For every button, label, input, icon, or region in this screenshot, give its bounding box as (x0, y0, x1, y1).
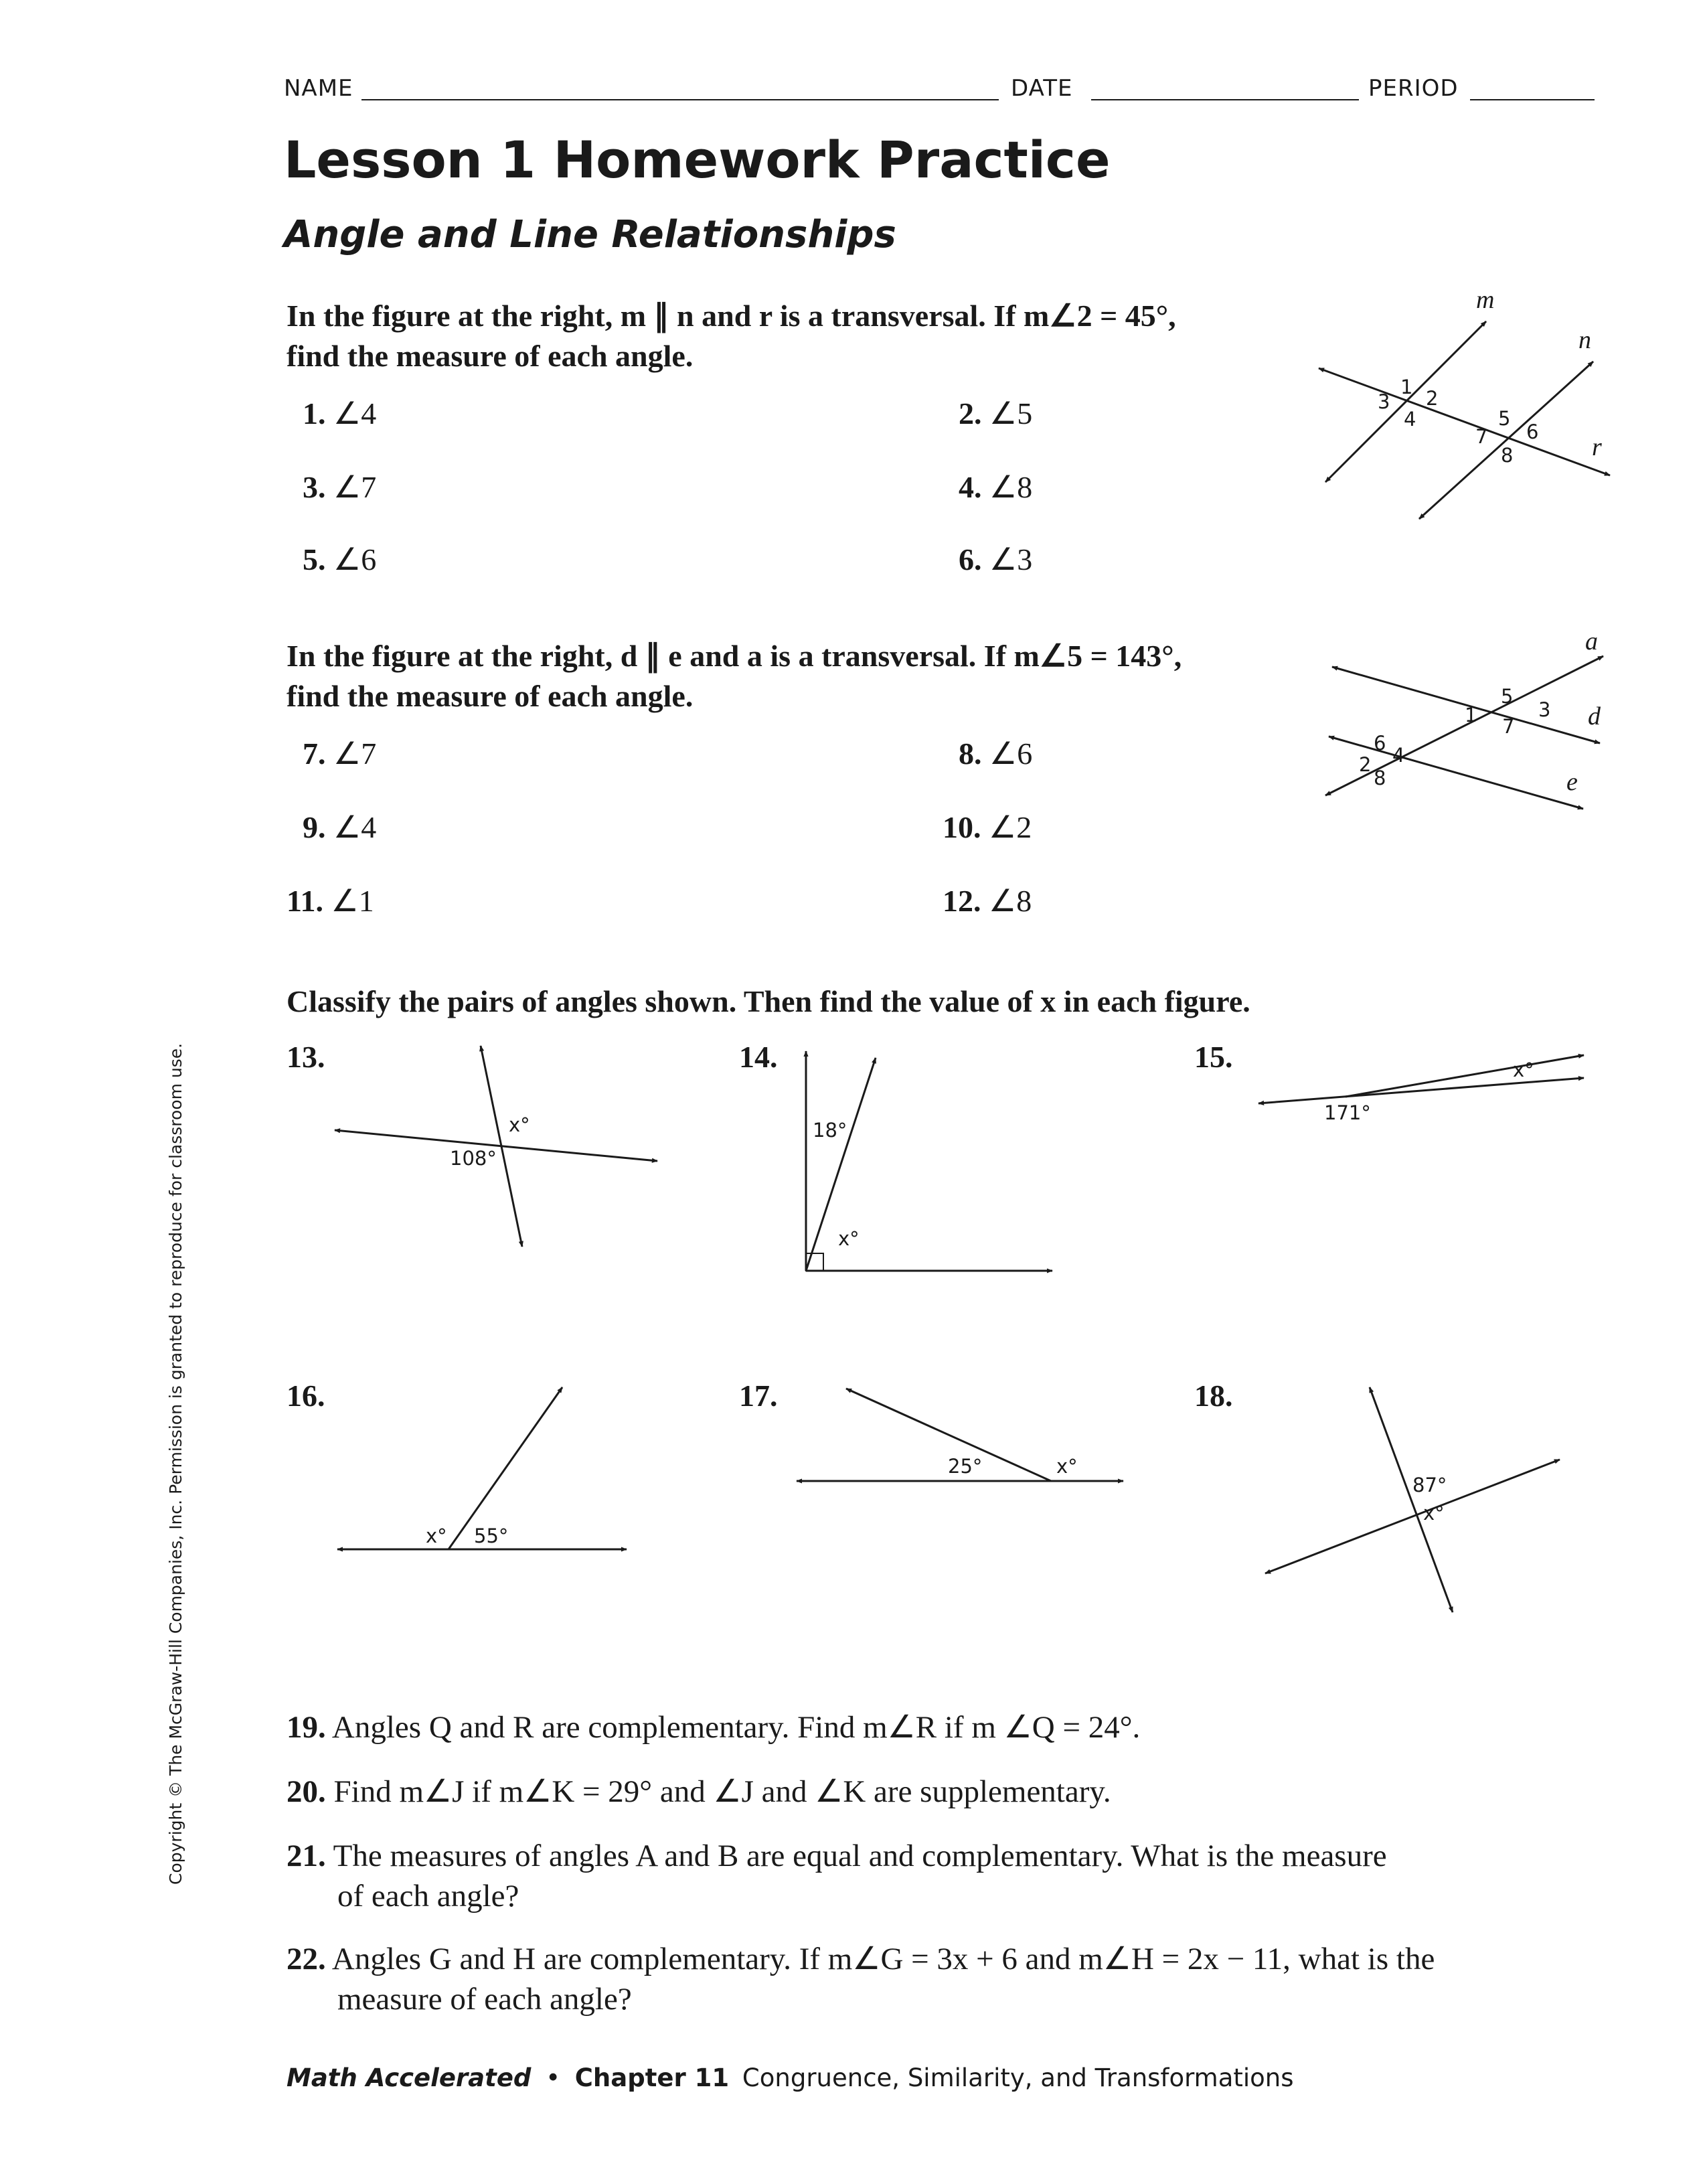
problem-10: 10. ∠2 (943, 810, 1032, 844)
problem-12: 12. ∠8 (943, 884, 1032, 918)
figure-17-number: 17. (739, 1379, 778, 1413)
section1-instruction-line1: In the figure at the right, m ∥ n and r is a transversal. If m∠2 = 45°, (287, 299, 1176, 333)
footer (287, 2063, 1294, 2092)
problem-5: 5. ∠6 (303, 542, 377, 576)
angle-4: 4 (1404, 408, 1416, 431)
line-n (1419, 362, 1593, 519)
problem-8: 8. ∠6 (959, 736, 1033, 771)
figure-13 (328, 1031, 676, 1259)
figure-17 (790, 1373, 1138, 1533)
angle-3: 3 (1378, 390, 1390, 413)
figure-14-number: 14. (739, 1040, 778, 1074)
problem-4: 4. ∠8 (959, 470, 1033, 504)
footer-chapter-title: Congruence, Similarity, and Transformations (742, 2063, 1294, 2092)
angle-7: 7 (1475, 425, 1488, 448)
angle-3: 3 (1538, 698, 1551, 721)
label-e: e (1566, 768, 1578, 796)
fig16-label-x: x° (426, 1525, 447, 1547)
label-a: a (1585, 629, 1598, 655)
period-label: PERIOD (1368, 75, 1459, 102)
angle-7: 7 (1502, 715, 1515, 738)
problem-2: 2. ∠5 (959, 396, 1033, 431)
angle-5: 5 (1501, 685, 1514, 708)
copyright-notice: Copyright © The McGraw-Hill Companies, Inc. Permission is granted to reproduce for classroom use. (166, 1042, 185, 1885)
section3-instruction: Classify the pairs of angles shown. Then find the value of x in each figure. (287, 984, 1250, 1018)
section2-instruction (287, 636, 1182, 716)
angle-2: 2 (1426, 387, 1439, 410)
figure-16-number: 16. (287, 1379, 325, 1413)
figure-13-number: 13. (287, 1040, 325, 1074)
fig18-label-x: x° (1423, 1502, 1445, 1525)
figure-16 (328, 1373, 636, 1573)
angle-2: 2 (1359, 753, 1372, 776)
angle-5: 5 (1498, 407, 1511, 430)
figure-14 (790, 1031, 1071, 1285)
problem-7: 7. ∠7 (303, 736, 377, 771)
label-m: m (1476, 288, 1495, 314)
fig15-label-171: 171° (1324, 1101, 1371, 1124)
label-n: n (1578, 326, 1591, 354)
fig17-label-x: x° (1056, 1455, 1078, 1478)
angle-8: 8 (1501, 444, 1514, 467)
line-r (1319, 368, 1610, 475)
label-d: d (1588, 702, 1601, 730)
question-21: 21. The measures of angles A and B are equal and complementary. What is the measure of each angle? (287, 1839, 1387, 1914)
angle-6: 6 (1374, 732, 1386, 755)
angle-1: 1 (1465, 704, 1477, 726)
question-20: 20. Find m∠J if m∠K = 29° and ∠J and ∠K are supplementary. (287, 1774, 1111, 1809)
page-subtitle: Angle and Line Relationships (284, 213, 896, 256)
problem-6: 6. ∠3 (959, 542, 1033, 576)
problem-11: 11. ∠1 (287, 884, 374, 918)
figure-15 (1245, 1031, 1593, 1138)
question-22: 22. Angles G and H are complementary. If m∠G = 3x + 6 and m∠H = 2x − 11, what is the measure of each angle? (287, 1942, 1435, 2017)
problem-3: 3. ∠7 (303, 470, 377, 504)
footer-chapter: Chapter 11 (574, 2063, 730, 2092)
page-title: Lesson 1 Homework Practice (284, 130, 1111, 189)
fig18-label-87: 87° (1412, 1474, 1447, 1496)
figure-18 (1252, 1373, 1587, 1627)
footer-bullet: • (546, 2063, 561, 2092)
fig13-label-108: 108° (450, 1147, 497, 1170)
line-m (1325, 321, 1486, 482)
fig13-label-x: x° (509, 1113, 530, 1136)
footer-book: Math Accelerated (287, 2063, 532, 2092)
section2-instruction-line2: find the measure of each angle. (287, 679, 694, 713)
fig17-label-25: 25° (948, 1455, 983, 1478)
angle-1: 1 (1400, 376, 1413, 398)
problem-9: 9. ∠4 (303, 810, 377, 844)
date-label: DATE (1011, 75, 1073, 102)
fig15-label-x: x° (1513, 1059, 1534, 1081)
name-label: NAME (284, 75, 353, 102)
fig14-label-x: x° (838, 1227, 860, 1250)
date-field[interactable] (1091, 99, 1359, 100)
figure-15-number: 15. (1194, 1040, 1233, 1074)
section1-instruction (287, 296, 1176, 376)
fig14-label-18: 18° (813, 1119, 847, 1142)
angle-4: 4 (1392, 744, 1405, 767)
section1-instruction-line2: find the measure of each angle. (287, 339, 694, 373)
figure-parallel-lines-de (1312, 629, 1620, 817)
period-field[interactable] (1470, 99, 1595, 100)
problem-1: 1. ∠4 (303, 396, 377, 431)
figure-parallel-lines-mn (1305, 288, 1627, 529)
section2-instruction-line1: In the figure at the right, d ∥ e and a is a transversal. If m∠5 = 143°, (287, 639, 1182, 673)
angle-8: 8 (1374, 767, 1386, 789)
angle-6: 6 (1526, 420, 1539, 443)
figure-18-number: 18. (1194, 1379, 1233, 1413)
fig16-label-55: 55° (474, 1525, 509, 1547)
label-r: r (1592, 433, 1602, 461)
name-field[interactable] (361, 99, 999, 100)
question-19: 19. Angles Q and R are complementary. Find m∠R if m ∠Q = 24°. (287, 1710, 1141, 1745)
